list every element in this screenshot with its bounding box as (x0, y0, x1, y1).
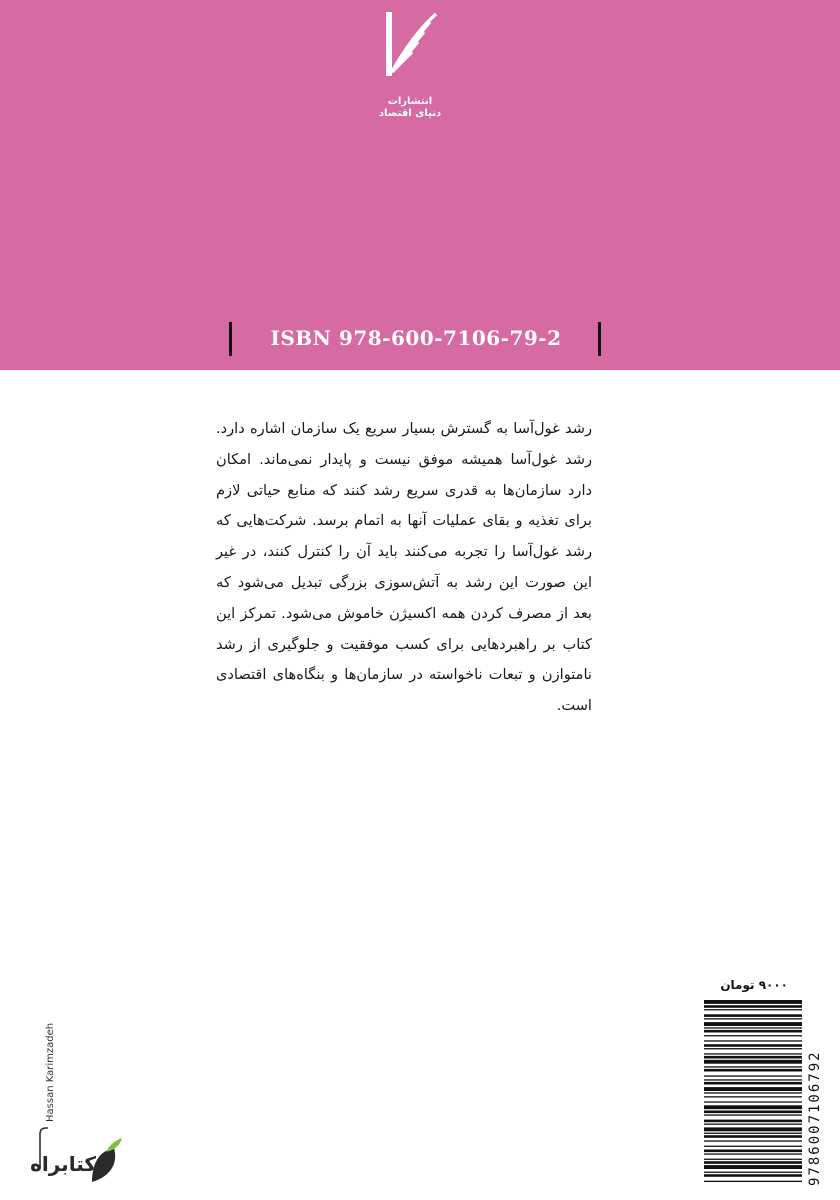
publisher-line-1: انتشارات (387, 96, 433, 107)
barcode-bar (704, 1096, 802, 1097)
barcode-bar (704, 1087, 802, 1091)
publisher-line-2: دنیای اقتصاد (378, 108, 442, 119)
barcode-bar (704, 1075, 802, 1076)
barcode-bar (704, 1056, 802, 1059)
barcode-bar (704, 1124, 802, 1125)
barcode-bar (704, 1146, 802, 1147)
barcode-bar (704, 1120, 802, 1123)
barcode-bar (704, 1111, 802, 1114)
barcode-bar (704, 1153, 802, 1154)
isbn-right-divider (598, 322, 601, 356)
publisher-name (350, 96, 470, 120)
barcode-bar (704, 1172, 802, 1173)
barcode-bar (704, 1018, 802, 1019)
barcode-bar (704, 1181, 802, 1182)
barcode-bar (704, 1027, 802, 1028)
barcode-bar (704, 1053, 802, 1054)
barcode-bar (704, 1174, 802, 1177)
barcode-bar (704, 1030, 802, 1033)
barcode-bar (704, 1069, 802, 1072)
barcode-bar (704, 1005, 802, 1008)
barcode-bar (704, 1135, 802, 1138)
barcode-bar (704, 1159, 802, 1160)
barcode-bar (704, 1079, 802, 1080)
barcode-bar (704, 1082, 802, 1085)
barcode (704, 998, 802, 1184)
barcode-bar (704, 1165, 802, 1169)
barcode-bar (704, 1060, 802, 1064)
barcode-bar (704, 1009, 802, 1010)
book-pages-logo-icon (380, 10, 440, 80)
barcode-bar (704, 1127, 802, 1131)
barcode-bar (704, 1040, 802, 1041)
barcode-bar (704, 1150, 802, 1153)
barcode-bar (704, 1000, 802, 1004)
barcode-bar (704, 1114, 802, 1115)
barcode-bar (704, 1161, 802, 1164)
store-logo-text: کتابراه (30, 1152, 96, 1176)
barcode-bar (704, 1022, 802, 1026)
isbn-label: ISBN 978-600-7106-79-2 (270, 326, 562, 350)
barcode-bar (704, 1048, 802, 1049)
barcode-bar (704, 1140, 802, 1141)
barcode-bar (704, 1044, 802, 1047)
barcode-bar (704, 1105, 802, 1109)
barcode-bar (704, 1101, 802, 1102)
barcode-bar (704, 1035, 802, 1036)
barcode-bar (704, 1092, 802, 1093)
price-label: ۹۰۰۰ تومان (720, 978, 788, 992)
book-description: رشد غول‌آسا به گسترش بسیار سریع یک سازمان اشاره دارد. رشد غول‌آسا همیشه موفق نیست و پایدار نمی‌ماند. امکان دارد سازمان‌ها به قدری سریع رشد کنند که منابع حیاتی لازم برای تغذیه و بقای عملیات آنها به اتمام برسد. شرکت‌هایی که رشد غول‌آسا را تجربه می‌کنند باید آن را کنترل کنند، در غیر این صورت این رشد به آتش‌سوزی بزرگی تبدیل می‌شود که بعد از مصرف کردن همه اکسیژن خاموش می‌شود. تمرکز این کتاب بر راهبردهایی برای کسب موفقیت و جلوگیری از رشد نامتوازن و تبعات ناخواسته در سازمان‌ها و بنگاه‌های اقتصادی است. (216, 420, 592, 715)
barcode-bar (704, 1014, 802, 1017)
barcode-bar (704, 1133, 802, 1134)
barcode-bar (704, 1066, 802, 1067)
designer-credit: Hassan Karimzadeh (45, 1022, 56, 1122)
barcode-number: 9786007106792 (807, 1050, 823, 1186)
